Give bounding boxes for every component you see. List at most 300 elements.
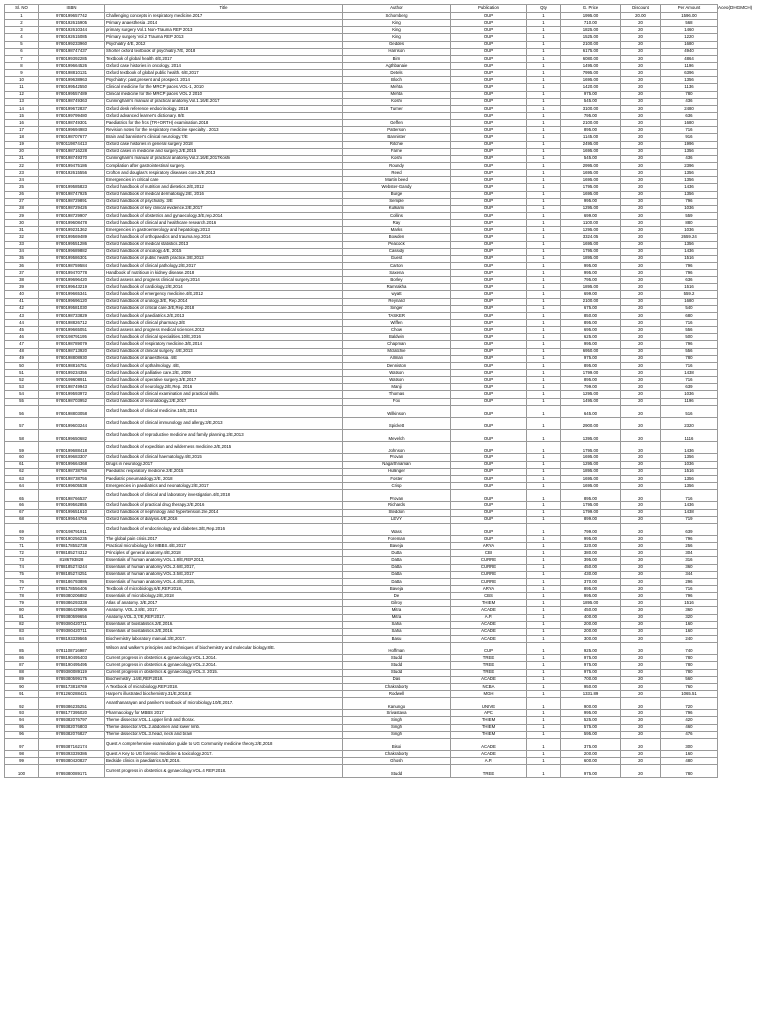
table-cell: 1 (527, 490, 561, 502)
table-cell: 76 (5, 578, 39, 585)
table-cell: Oxford handbook of nephrology and hypertension.2/e,2014 (105, 509, 343, 516)
table-cell: 1 (527, 461, 561, 468)
table-cell: 625.00 (561, 334, 621, 341)
table-cell: Oxford handbook of obstetrics and gynaecology.3/E,rep.2014 (105, 212, 343, 219)
table-cell: 77 (5, 585, 39, 592)
table-cell: 720 (661, 698, 718, 710)
table-cell: Kulkarni (343, 205, 451, 212)
table-cell: 796 (661, 593, 718, 600)
table-cell: 20 (621, 34, 661, 41)
table-cell: 9780199657742 (39, 13, 105, 20)
table-cell: Oxford handbook of public health practice.3/E,2013 (105, 255, 343, 262)
table-row (5, 112, 718, 119)
table-cell: THIEM (451, 600, 527, 607)
table-cell: 1 (527, 134, 561, 141)
table-cell: 20 (621, 751, 661, 758)
table-cell: 20 (621, 502, 661, 509)
table-cell: OUP (451, 405, 527, 417)
table-cell: 9780199569489 (39, 234, 105, 241)
table-cell: 9780198816751 (39, 362, 105, 369)
table-cell: Oxford handbook of medical statistics.2013 (105, 241, 343, 248)
table-cell: 1 (527, 370, 561, 377)
table-cell: 69 (5, 523, 39, 535)
table-cell: Bedside clinics in paediatrics.5/E,2016. (105, 758, 343, 765)
table-cell: 6175.00 (561, 48, 621, 55)
table-cell: Provan (343, 454, 451, 461)
table-cell: 1 (527, 509, 561, 516)
table-cell: 716 (661, 362, 718, 369)
table-cell: 1799.00 (561, 370, 621, 377)
table-cell: 2495.00 (561, 141, 621, 148)
table-cell: 9780199672837 (39, 105, 105, 112)
table-cell: 1460 (661, 27, 718, 34)
table-row (5, 578, 718, 585)
table-cell: Hoffman (343, 643, 451, 655)
table-row (5, 635, 718, 642)
table-cell: 20 (621, 543, 661, 550)
table-cell: 20 (621, 468, 661, 475)
table-cell: 680 (661, 312, 718, 319)
table-row (5, 502, 718, 509)
table-cell: TREE (451, 662, 527, 669)
table-cell: Reynard (343, 298, 451, 305)
table-cell: 91 (5, 690, 39, 697)
table-cell: 1 (527, 475, 561, 482)
table-cell: CBS (451, 593, 527, 600)
table-cell: 20 (621, 177, 661, 184)
table-cell: Carton (343, 262, 451, 269)
table-cell: Baldwin (343, 334, 451, 341)
table-cell: 20 (621, 738, 661, 750)
table-cell: ACADE (451, 621, 527, 628)
table-cell: 1 (527, 320, 561, 327)
table-cell: 4 (5, 34, 39, 41)
table-cell: OUP (451, 141, 527, 148)
table-cell: 1895.00 (561, 468, 621, 475)
table-row (5, 751, 718, 758)
table-cell: 20 (621, 312, 661, 319)
table-cell: 1438 (661, 370, 718, 377)
table-row (5, 105, 718, 112)
table-cell: 15 (5, 112, 39, 119)
table-cell: Manji (343, 384, 451, 391)
table-cell: 22 (5, 162, 39, 169)
table-cell: OUP (451, 177, 527, 184)
table-cell: LEVY (343, 516, 451, 523)
table-cell: 70 (5, 535, 39, 542)
table-cell: Chow (343, 327, 451, 334)
table-cell: 20 (621, 112, 661, 119)
table-cell: 595.00 (561, 731, 621, 738)
table-cell: Studd (343, 655, 451, 662)
table-cell: 9 (5, 70, 39, 77)
table-cell: Chapman (343, 341, 451, 348)
table-cell: 1 (527, 377, 561, 384)
table-row (5, 710, 718, 717)
table-cell: 9780199664368 (39, 461, 105, 468)
table-cell: Oxford textbook of global public health. 6/E,2017 (105, 70, 343, 77)
table-cell: 716 (661, 585, 718, 592)
table-cell: 20 (621, 669, 661, 676)
table-row (5, 475, 718, 482)
table-cell: 975.00 (561, 91, 621, 98)
table-cell: THIEM (451, 724, 527, 731)
table-cell: 92 (5, 698, 39, 710)
table-cell: 560 (661, 676, 718, 683)
table-cell: CBI (451, 550, 527, 557)
table-cell: 9789382076827 (39, 731, 105, 738)
table-cell: 1596.00 (661, 13, 718, 20)
table-cell: 20 (621, 454, 661, 461)
table-row (5, 191, 718, 198)
table-cell: 80 (5, 607, 39, 614)
table-cell: 9789393339386 (39, 751, 105, 758)
table-cell: Semple (343, 198, 451, 205)
table-cell: Oxford case histories in general surgery 2018 (105, 141, 343, 148)
table-cell: 1 (527, 34, 561, 41)
table-cell: 1680 (661, 41, 718, 48)
table-row (5, 662, 718, 669)
table-cell: OUP (451, 490, 527, 502)
table-cell: 1 (527, 41, 561, 48)
table-cell: 556 (661, 348, 718, 355)
table-cell: Paediatric pneumatology.2/E, 2018 (105, 475, 343, 482)
table-cell: 20 (621, 62, 661, 69)
table-cell: Theme dissector.VOL.1.upper limb and thorax. (105, 717, 343, 724)
table-cell: Studd (343, 765, 451, 777)
table-cell: OUP (451, 220, 527, 227)
table-cell: 1116 (661, 430, 718, 442)
table-cell: 20 (621, 585, 661, 592)
table-cell: 1 (527, 690, 561, 697)
table-cell: Oxford handbook of clinical immunology and allergy.3/E,2013 (105, 417, 343, 429)
table-row (5, 141, 718, 148)
table-cell: 23 (5, 170, 39, 177)
table-cell: Oxford advanced learner's dictionary. 8/E (105, 112, 343, 119)
table-cell: Oxford handbook of opthalmology. 4/E, (105, 362, 343, 369)
table-cell: 320 (661, 614, 718, 621)
table-cell: Singh (343, 717, 451, 724)
table-cell: Burge (343, 191, 451, 198)
table-cell: Oxford case histories in oncology. 2014 (105, 62, 343, 69)
table-cell: CURRE (451, 571, 527, 578)
table-cell: 9780199608478 (39, 220, 105, 227)
table-row (5, 305, 718, 312)
table-cell: CURRE (451, 564, 527, 571)
table-cell: 20 (621, 628, 661, 635)
table-cell: 300.00 (561, 635, 621, 642)
table-cell: 26 (5, 191, 39, 198)
table-cell: 545.00 (561, 98, 621, 105)
table-cell: 1 (527, 710, 561, 717)
table-cell: Essentials of biostatistics.2/E,2016. (105, 628, 343, 635)
table-cell: 20 (621, 490, 661, 502)
table-cell: 9788190495495 (39, 662, 105, 669)
table-cell: 1 (527, 348, 561, 355)
table-cell: 71 (5, 543, 39, 550)
table-cell: 796 (661, 341, 718, 348)
table-cell: Datta (343, 578, 451, 585)
table-cell: 20 (621, 384, 661, 391)
table-cell: 995.00 (561, 535, 621, 542)
table-cell: Oxford handbook of emergency medicine.4/E,2012 (105, 291, 343, 298)
table-cell: Oxford handbook of expedition and wilderness medicine.2/E,2015 (105, 442, 343, 454)
table-cell: Thomas (343, 391, 451, 398)
table-cell: 1 (527, 341, 561, 348)
table-cell: 1 (527, 442, 561, 454)
table-cell: Oxford handbook of clinical specialities.10/E,2016 (105, 334, 343, 341)
table-cell: 10 (5, 77, 39, 84)
table-cell: Bloch (343, 77, 451, 84)
table-cell: 87 (5, 662, 39, 669)
table-cell: 9780199650682 (39, 430, 105, 442)
table-row (5, 334, 718, 341)
table-cell: 9780198733829 (39, 312, 105, 319)
table-cell: 556 (661, 327, 718, 334)
table-cell: Steddon (343, 509, 451, 516)
table-cell: 20 (621, 48, 661, 55)
table-cell: 995.00 (561, 710, 621, 717)
table-cell: 4940 (661, 48, 718, 55)
table-cell: OUP (451, 377, 527, 384)
table-cell: 97 (5, 738, 39, 750)
table-cell: OUP (451, 91, 527, 98)
table-cell: 90 (5, 683, 39, 690)
table-cell: 41 (5, 298, 39, 305)
table-cell: Ghosh (343, 758, 451, 765)
table-cell: Marks (343, 227, 451, 234)
table-cell: 1 (527, 305, 561, 312)
table-cell: 559 (661, 212, 718, 219)
table-cell: Shorter oxford textbook of psychiatry.7/E, 2018 (105, 48, 343, 55)
table-cell: OUP (451, 62, 527, 69)
table-cell: Paediatrics for the frcs (TR+ORTH) examination.2018 (105, 120, 343, 127)
column-header: Sl. NO (5, 5, 39, 13)
table-cell: 916 (661, 134, 718, 141)
table-cell: 1 (527, 291, 561, 298)
table-cell: 20 (621, 391, 661, 398)
table-cell: OUP (451, 20, 527, 27)
table-cell: UNIVE (451, 698, 527, 710)
table-cell: Emergencies in paediatrics and neonatology.2/E,2017 (105, 483, 343, 490)
table-cell: 9789382076797 (39, 717, 105, 724)
table-cell: 1 (527, 758, 561, 765)
table-cell: 1196 (661, 398, 718, 405)
table-cell: 9780198729907 (39, 212, 105, 219)
table-cell: Oxford handbook of nutrition and dietetics.2/E,2012 (105, 184, 343, 191)
table-cell: 1 (527, 327, 561, 334)
table-cell: 568 (661, 20, 718, 27)
table-cell: NCBA (451, 683, 527, 690)
table-row (5, 550, 718, 557)
table-cell: 20 (621, 191, 661, 198)
table-cell: 460 (661, 724, 718, 731)
table-cell: Oxford handbook of psychiatry. 3/E (105, 198, 343, 205)
table-cell: OUP (451, 298, 527, 305)
table-cell: 20 (621, 334, 661, 341)
table-cell: 1795.00 (561, 248, 621, 255)
table-cell: 34 (5, 248, 39, 255)
table-cell: 1 (527, 27, 561, 34)
table-cell: Borley (343, 277, 451, 284)
table-cell: 9780199392285 (39, 55, 105, 62)
table-cell: 1 (527, 355, 561, 362)
table-cell: OUP (451, 77, 527, 84)
table-cell: Practical microbiology for MBBS.4/E,2017 (105, 543, 343, 550)
table-cell: Oxford handbook of neonatology.2/E,2017 (105, 398, 343, 405)
table-cell: 20 (621, 765, 661, 777)
table-cell: 20 (621, 27, 661, 34)
table-cell: 20 (621, 535, 661, 542)
table-cell: 2 (5, 20, 39, 27)
column-header: G. Price (561, 5, 621, 13)
table-cell: 1 (527, 141, 561, 148)
table-cell: 7995.00 (561, 70, 621, 77)
table-cell: 1 (527, 571, 561, 578)
table-cell: Oxford handbook of critical care.3/E,Rep.2018 (105, 305, 343, 312)
table-row (5, 341, 718, 348)
table-cell (343, 112, 451, 119)
table-cell: OUP (451, 362, 527, 369)
table-cell: Essentials of human anatomy.VOL.4.4/E,2015, (105, 578, 343, 585)
table-cell: 375.00 (561, 738, 621, 750)
table-cell: 9780199581030 (39, 305, 105, 312)
table-cell: 975.00 (561, 662, 621, 669)
table-cell: 1 (527, 177, 561, 184)
table-cell: Biochemistry .14/E,REP.2018. (105, 676, 343, 683)
table-cell: Quest A Key to UG forensic medicine & toxicology.2017. (105, 751, 343, 758)
table-row (5, 543, 718, 550)
table-cell: 6396 (661, 70, 718, 77)
table-cell: 9780198749301 (39, 120, 105, 127)
table-cell: 1795.00 (561, 442, 621, 454)
table-cell: 1 (527, 643, 561, 655)
table-cell: 880 (661, 220, 718, 227)
table-cell: Theme dissector.VOL.2.abdomen and lower limb. (105, 724, 343, 731)
table-cell: 100 (5, 765, 39, 777)
table-cell: 20 (621, 683, 661, 690)
table-row (5, 241, 718, 248)
table-cell: OUP (451, 384, 527, 391)
table-cell: 46 (5, 334, 39, 341)
table-cell: 1 (527, 384, 561, 391)
table-cell: 9780199665051 (39, 327, 105, 334)
table-cell: TREE (451, 669, 527, 676)
table-cell: OUP (451, 391, 527, 398)
table-cell: 20 (621, 270, 661, 277)
table-cell: 1 (527, 751, 561, 758)
table-cell: 9780198747437 (39, 48, 105, 55)
table-cell: 9788190495403 (39, 655, 105, 662)
table-cell: 13 (5, 98, 39, 105)
table-cell: 20 (621, 564, 661, 571)
table-cell: 1036 (661, 391, 718, 398)
table-cell: Current progress in obstetrics & gynaecology.VOL.3. 2015. (105, 669, 343, 676)
table-cell: OUP (451, 48, 527, 55)
table-row (5, 571, 718, 578)
table-cell: Oxford assess and progress medical sciences.2012 (105, 327, 343, 334)
table-cell: 9789380599175 (39, 676, 105, 683)
table-cell: 20 (621, 91, 661, 98)
table-cell: OUP (451, 502, 527, 509)
table-cell: 9788185274312 (39, 550, 105, 557)
table-cell: Mehta (343, 84, 451, 91)
table-cell: 700.00 (561, 676, 621, 683)
table-cell: 81 (5, 614, 39, 621)
table-cell: 780 (661, 765, 718, 777)
table-cell: 1516 (661, 600, 718, 607)
table-cell: 20 (621, 676, 661, 683)
table-cell: 9788185274251 (39, 571, 105, 578)
table-cell: 995.00 (561, 262, 621, 269)
table-row (5, 62, 718, 69)
table-cell: ACADE (451, 635, 527, 642)
table-row (5, 717, 718, 724)
table-cell: 9780198738756 (39, 468, 105, 475)
table-cell: 9780199683307 (39, 454, 105, 461)
table-cell: 9780198826712 (39, 320, 105, 327)
table-cell: 20 (621, 305, 661, 312)
table-cell: Oxford handbook of dialysis.4/E,2016 (105, 516, 343, 523)
table-cell: Ananthanarayan and paniker's textbook of microbiology.10/E,2017. (105, 698, 343, 710)
table-cell: 20 (621, 262, 661, 269)
table-cell: 450.00 (561, 564, 621, 571)
table-cell: 20 (621, 662, 661, 669)
table-cell: 1 (527, 614, 561, 621)
table-cell: 9780199694983 (39, 127, 105, 134)
table-cell: OUP (451, 370, 527, 377)
table-cell: Oxford handbook of neurology.2/E,Rep. 2016 (105, 384, 343, 391)
table-cell: 1356 (661, 483, 718, 490)
table-cell: 9780199696120 (39, 298, 105, 305)
table-cell: 78 (5, 593, 39, 600)
table-cell: 9780198747925 (39, 191, 105, 198)
table-cell: 1 (527, 502, 561, 509)
table-cell: Ray (343, 220, 451, 227)
table-cell: 2100.00 (561, 41, 621, 48)
table-cell: 17 (5, 127, 39, 134)
table-cell: Cassidy (343, 248, 451, 255)
table-cell: 4864 (661, 55, 718, 62)
table-cell: Martin beed (343, 177, 451, 184)
table-cell: 39 (5, 284, 39, 291)
table-cell: 6 (5, 48, 39, 55)
table-cell: 1 (527, 557, 561, 564)
table-cell: 380.00 (561, 550, 621, 557)
table-cell: 9788173818769 (39, 683, 105, 690)
table-cell: 20 (621, 523, 661, 535)
table-cell: 20 (621, 614, 661, 621)
table-cell: 20 (621, 571, 661, 578)
table-cell: 850.00 (561, 312, 621, 319)
table-cell: 1436 (661, 442, 718, 454)
table-cell: Drugs in neurology.2017 (105, 461, 343, 468)
table-cell: 760 (661, 683, 718, 690)
table-cell: 20 (621, 690, 661, 697)
table-cell: 60 (5, 454, 39, 461)
table-cell: 82 (5, 621, 39, 628)
table-cell: 9788178552738 (39, 543, 105, 550)
table-cell: TREE (451, 655, 527, 662)
table-cell: 9788185274244 (39, 564, 105, 571)
table-cell: 160 (661, 621, 718, 628)
table-cell: 9780198759584 (39, 262, 105, 269)
table-cell: 1680 (661, 298, 718, 305)
table-cell: 796 (661, 710, 718, 717)
table-cell: 20 (621, 348, 661, 355)
table-cell: 304 (661, 550, 718, 557)
table-cell: 45 (5, 327, 39, 334)
